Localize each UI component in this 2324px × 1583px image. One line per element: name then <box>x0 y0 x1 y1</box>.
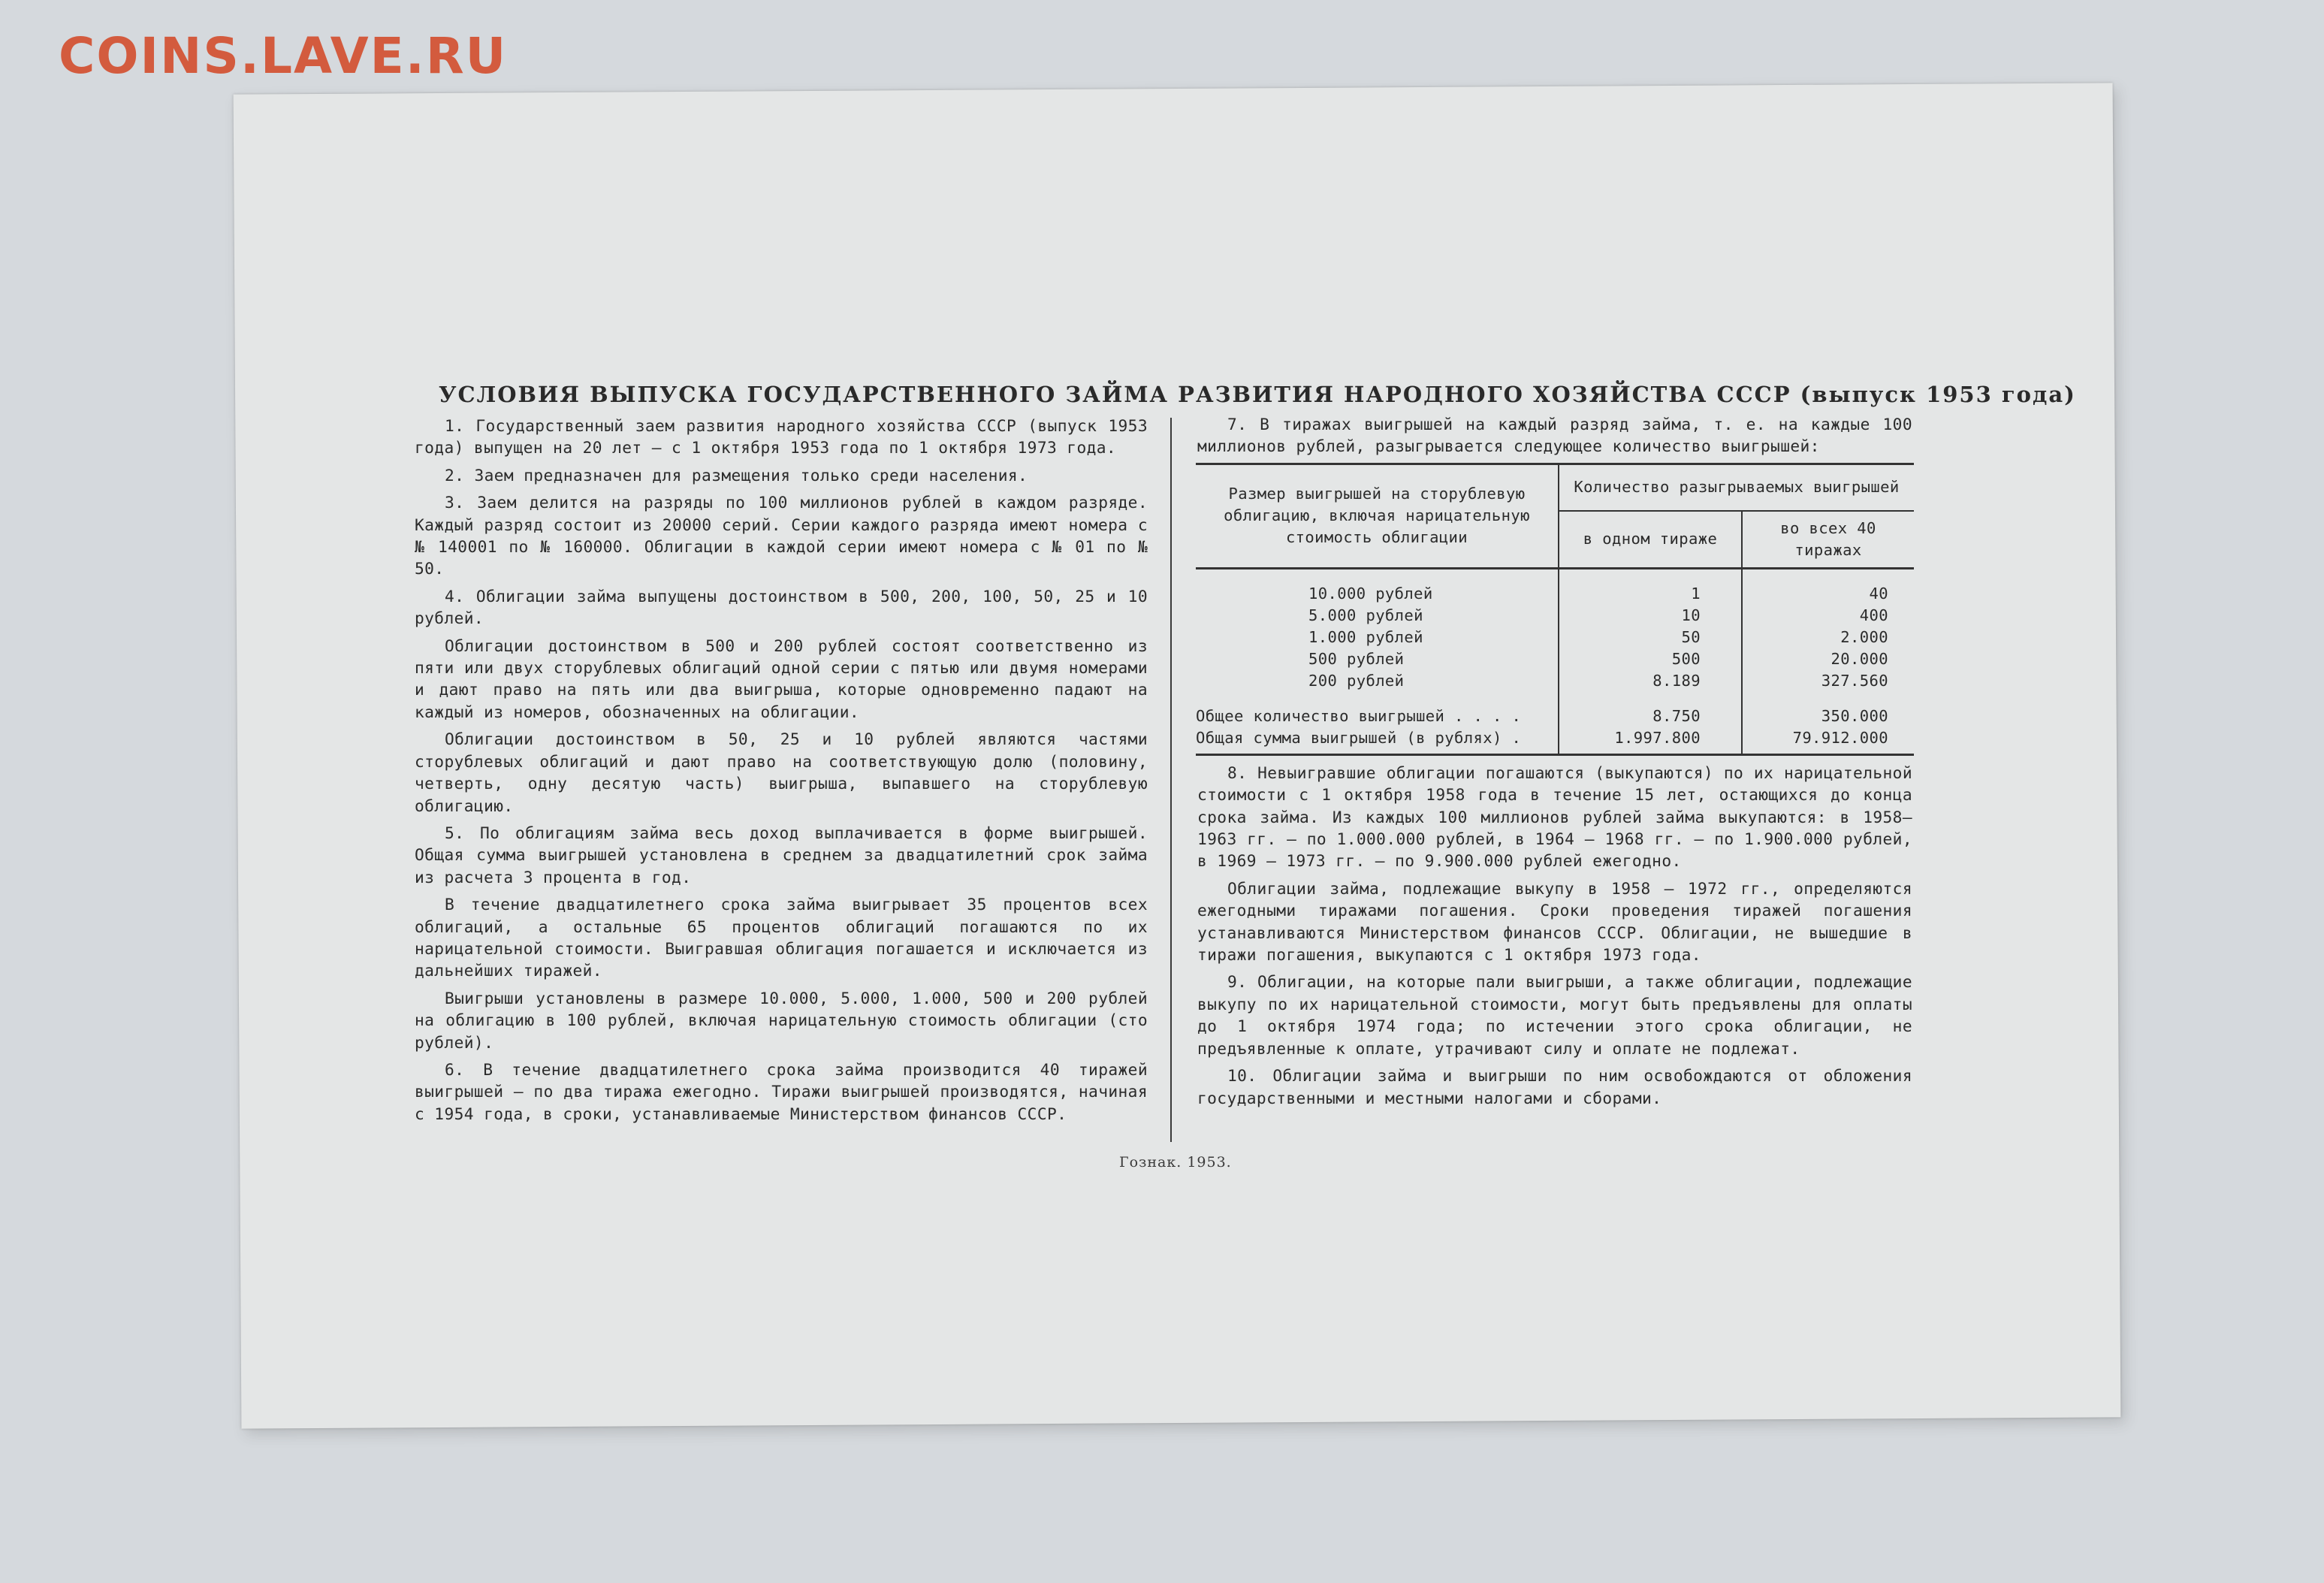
clause-paragraph: Облигации достоинством в 500 и 200 рублей состоят соответственно из пяти или двух сторублевых облигаций одной серии с пятью или двумя номерами и дают право на пять или два выигрыша, которые одновременно падают на каждый из номеров, обозначенных на облигации. <box>415 636 1148 721</box>
printer-imprint: Гознак. 1953. <box>1119 1154 1232 1171</box>
clause-paragraph: 6. В течение двадцатилетнего срока займа производится 40 тиражей выигрышей — по два тиража ежегодно. Тиражи выигрышей производятся, начиная с 1954 года, в сроки, устанавливаемые Министерством финансов СССР. <box>415 1059 1148 1123</box>
clause-paragraph: Облигации займа, подлежащие выкупу в 1958 — 1972 гг., определяются ежегодными тиражами погашения. Сроки проведения тиражей погашения устанавливаются Министерством финансов СССР. Облигации, не вышедшие в тиражи погашения, выкупаются с 1 октября 1973 года. <box>1197 878 1912 965</box>
clause-paragraph: 5. По облигациям займа весь доход выплачивается в форме выигрышей. Общая сумма выигрышей установлена в среднем за двадцатилетний срок займа из расчета 3 процента в год. <box>415 823 1148 887</box>
prize-size-header: Размер выигрышей на сторублевую облигацию, включая нарицательную стоимость облигации <box>1196 464 1559 568</box>
per-draw-cell: 1 <box>1559 583 1742 605</box>
all-draws-cell: 20.000 <box>1831 649 1888 668</box>
total-sum-all-draws: 79.912.000 <box>1742 727 1914 755</box>
clause-paragraph: 7. В тиражах выигрышей на каждый разряд займа, т. е. на каждые 100 миллионов рублей, разыгрывается следующее количество выигрышей: <box>1197 415 1912 456</box>
table-total-row <box>1196 705 1914 727</box>
clause-paragraph: Выигрыши установлены в размере 10.000, 5.000, 1.000, 500 и 200 рублей на облигацию в 100 рублей, включая нарицательную стоимость облигации (сто рублей). <box>415 988 1148 1052</box>
total-count-all-draws: 350.000 <box>1821 706 1888 725</box>
per-draw-cell: 10 <box>1559 605 1742 627</box>
table-total-row <box>1196 727 1914 755</box>
clause-paragraph: 9. Облигации, на которые пали выигрыши, а также облигации, подлежащие выкупу по их нарицательной стоимости, могут быть предъявлены для оплаты до 1 октября 1974 года; по истечении этого срока облигации, не предъявленные к оплате, утрачивают силу и оплате не подлежат. <box>1197 972 1912 1058</box>
all-draws-cell: 327.560 <box>1821 671 1888 690</box>
table-row <box>1196 605 1914 627</box>
left-column <box>415 415 1148 1130</box>
per-draw-cell: 8.189 <box>1559 670 1742 692</box>
all-draws-cell: 400 <box>1859 606 1888 624</box>
clause-paragraph: В течение двадцатилетнего срока займа выигрывает 35 процентов всех облигаций, а остальные 65 процентов облигаций погашаются по их нарицательной стоимости. Выигравшая облигация погашается и исключается из дальнейших тиражей. <box>415 895 1148 980</box>
clause-paragraph: 2. Заем предназначен для размещения только среди населения. <box>445 465 1028 485</box>
per-draw-cell: 500 <box>1559 648 1742 670</box>
table-row <box>1196 583 1914 605</box>
prize-count-header: Количество разыгрываемых выигрышей <box>1559 464 1914 511</box>
all-draws-header: во всех 40 тиражах <box>1742 511 1914 569</box>
per-draw-cell: 50 <box>1559 627 1742 648</box>
right-column <box>1197 413 1912 1114</box>
column-divider <box>1170 418 1172 1142</box>
clause-paragraph: Облигации достоинством в 50, 25 и 10 рублей являются частями сторублевых облигаций и дают право на соответствующую долю (половину, четверть, одну десятую часть) выигрыша, выпавшего на сторублевую облигацию. <box>415 730 1148 815</box>
prize-table <box>1196 463 1914 756</box>
document-title: УСЛОВИЯ ВЫПУСКА ГОСУДАРСТВЕННОГО ЗАЙМА РАЗВИТИЯ НАРОДНОГО ХОЗЯЙСТВА СССР (выпуск 1953 года) <box>439 382 2076 407</box>
total-count-label: Общее количество выигрышей . . . . <box>1196 705 1559 727</box>
prize-size-cell: 5.000 рублей <box>1196 605 1559 627</box>
total-sum-label: Общая сумма выигрышей (в рублях) . <box>1196 727 1559 755</box>
clause-paragraph: 4. Облигации займа выпущены достоинством в 500, 200, 100, 50, 25 и 10 рублей. <box>415 586 1148 628</box>
site-watermark: COINS.LAVE.RU <box>59 27 508 85</box>
per-draw-header: в одном тираже <box>1559 511 1742 569</box>
prize-size-cell: 200 рублей <box>1196 670 1559 692</box>
total-sum-per-draw: 1.997.800 <box>1559 727 1742 755</box>
table-row <box>1196 670 1914 692</box>
clause-paragraph: 1. Государственный заем развития народного хозяйства СССР (выпуск 1953 года) выпущен на 20 лет — с 1 октября 1953 года по 1 октября 1973 года. <box>415 416 1148 458</box>
clause-paragraph: 3. Заем делится на разряды по 100 миллионов рублей в каждом разряде. Каждый разряд состоит из 20000 серий. Серии каждого разряда имеют номера с № 140001 по № 160000. Облигации в каждой серии имеют номера с № 01 по № 50. <box>415 493 1148 579</box>
all-draws-cell: 2.000 <box>1840 627 1888 646</box>
clause-paragraph: 8. Невыигравшие облигации погашаются (выкупаются) по их нарицательной стоимости с 1 октября 1958 года в течение 15 лет, остающихся до конца срока займа. Из каждых 100 миллионов рублей займа выкупаются: в 1958—1963 гг. — по 1.000.000 рублей, в 1964 — 1968 гг. — по 1.900.000 рублей, в 1969 — 1973 гг. — по 9.900.000 рублей ежегодно. <box>1197 763 1912 871</box>
all-draws-cell: 40 <box>1869 584 1888 603</box>
table-row <box>1196 627 1914 648</box>
prize-size-cell: 1.000 рублей <box>1196 627 1559 648</box>
clause-paragraph: 10. Облигации займа и выигрыши по ним освобождаются от обложения государственными и местными налогами и сборами. <box>1197 1066 1912 1107</box>
total-count-per-draw: 8.750 <box>1559 705 1742 727</box>
prize-size-cell: 500 рублей <box>1196 648 1559 670</box>
prize-size-cell: 10.000 рублей <box>1196 583 1559 605</box>
table-row <box>1196 648 1914 670</box>
